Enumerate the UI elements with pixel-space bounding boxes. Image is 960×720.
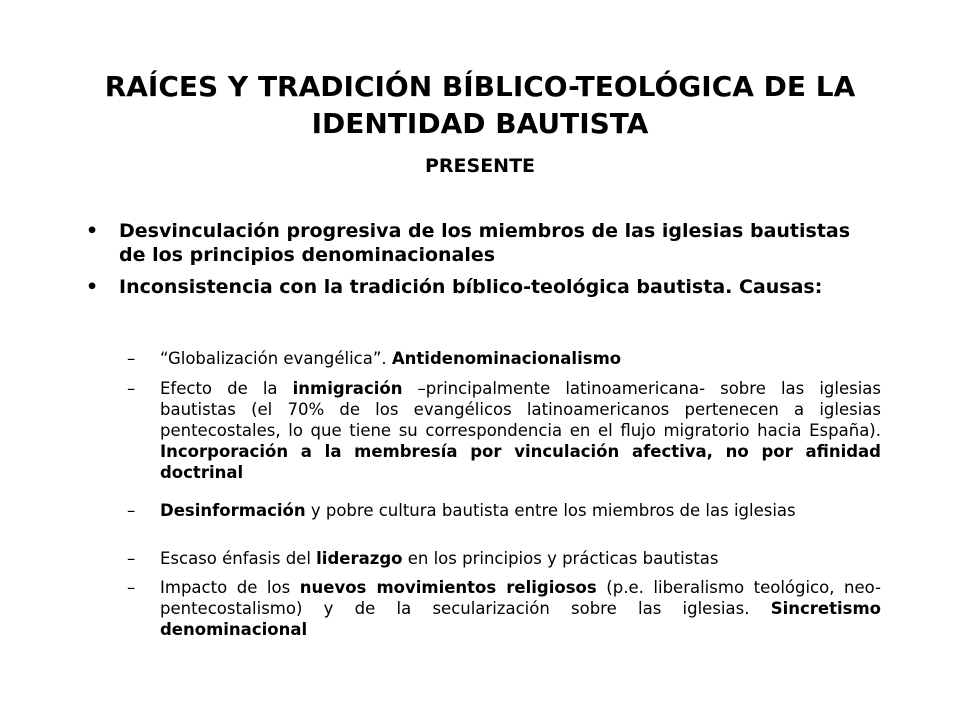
sub-item-text: [160, 378, 881, 483]
sub-item-plain: y pobre cultura bautista entre los miembros de las iglesias: [305, 501, 796, 520]
sub-item-emphasis: inmigración: [292, 379, 403, 398]
title-line-2: IDENTIDAD BAUTISTA: [311, 107, 649, 140]
sub-item-plain: Efecto de la: [160, 379, 293, 398]
sub-item: [127, 348, 881, 369]
dash-mark: –: [127, 349, 136, 368]
sub-item-plain: “Globalización evangélica”.: [160, 349, 392, 368]
dash-mark: –: [127, 578, 136, 597]
sub-item-plain: –principalmente latinoamericana- sobre las iglesias bautistas (el 70% de los evangélicos latinoamericanos pertenecen a iglesias pentecostales, lo que tiene su correspondencia en el flujo migratorio hacia España).: [160, 379, 881, 440]
dash-mark: –: [127, 501, 136, 520]
sub-item-emphasis: Incorporación a la membresía por vinculación afectiva, no por afinidad doctrinal: [160, 442, 881, 482]
bullet-text: Inconsistencia con la tradición bíblico-teológica bautista. Causas:: [119, 276, 823, 298]
bullet-mark: •: [86, 220, 99, 242]
slide-subtitle: PRESENTE: [424, 155, 536, 177]
bullet-text: Desvinculación progresiva de los miembros de las iglesias bautistas de los principios denominacionales: [119, 220, 851, 266]
bullet-item: [86, 275, 876, 299]
bullet-item: [86, 219, 876, 267]
dash-mark: –: [127, 379, 136, 398]
sub-item: [127, 378, 881, 483]
sub-item: [127, 577, 881, 640]
sub-item-emphasis: nuevos movimientos religiosos: [299, 578, 597, 597]
sub-item-plain: Impacto de los: [160, 578, 300, 597]
sub-item-text: [160, 348, 881, 369]
sub-item-emphasis: Desinformación: [160, 501, 306, 520]
sub-item-text: [160, 577, 881, 640]
sub-item: [127, 500, 881, 521]
bullet-mark: •: [86, 276, 99, 298]
slide-title: [60, 68, 900, 142]
sub-item-text: [160, 500, 881, 521]
sub-item-plain: (p.e. liberalismo teológico, neo-pentecostalismo) y de la secularización sobre las iglesias.: [160, 578, 882, 618]
sub-item-emphasis: Antidenominacionalismo: [391, 349, 622, 368]
sub-item: [127, 548, 881, 569]
sub-item-text: [160, 548, 881, 569]
sub-item-plain: Escaso énfasis del: [160, 549, 317, 568]
title-line-1: RAÍCES Y TRADICIÓN BÍBLICO-TEOLÓGICA DE LA: [104, 70, 856, 103]
sub-item-emphasis: Sincretismo denominacional: [160, 599, 881, 639]
sub-item-plain: en los principios y prácticas bautistas: [402, 549, 719, 568]
dash-mark: –: [127, 549, 136, 568]
sub-item-emphasis: liderazgo: [316, 549, 403, 568]
